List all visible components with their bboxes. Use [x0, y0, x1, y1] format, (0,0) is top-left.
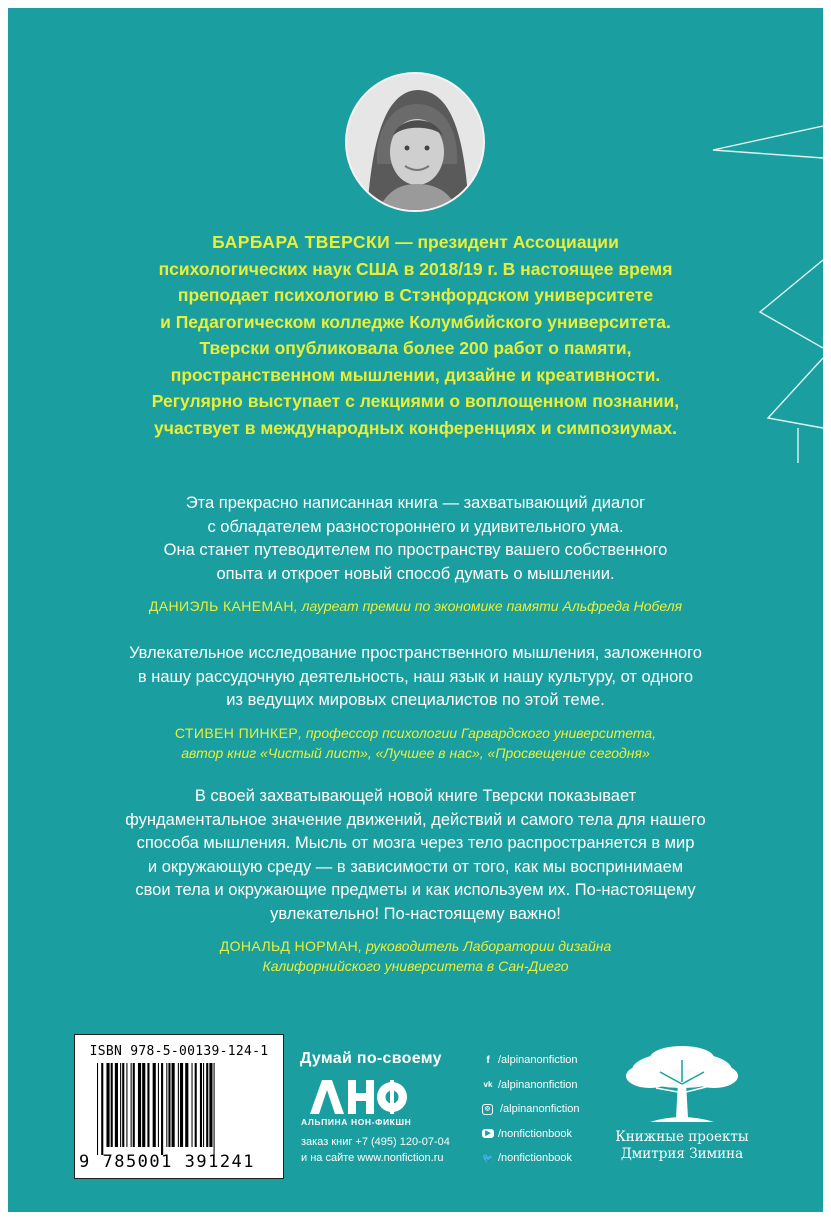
social-handle: /nonfictionbook	[498, 1152, 572, 1165]
social-handle: /alpinanonfiction	[500, 1103, 580, 1116]
anf-logo	[308, 1080, 408, 1114]
order-website: и на сайте www.nonfiction.ru	[301, 1152, 444, 1164]
quote-attribution	[48, 936, 783, 976]
bio-line: Тверски опубликовала более 200 работ о памяти,	[199, 338, 632, 358]
isbn-label: ISBN 978-5-00139-124-1	[89, 1044, 269, 1059]
barcode-bars	[97, 1063, 269, 1155]
twitter-icon: 🐦	[482, 1152, 494, 1163]
vk-icon: vk	[483, 1080, 493, 1090]
social-youtube[interactable]	[482, 1122, 612, 1147]
instagram-icon: ◎	[482, 1104, 493, 1115]
quote-author-role: , лауреат премии по экономике памяти Альфреда Нобеля	[293, 598, 683, 614]
facebook-icon: f	[486, 1054, 490, 1066]
youtube-icon: ▶	[482, 1129, 494, 1138]
zimin-projects-label	[594, 1129, 770, 1163]
social-handle: /alpinanonfiction	[498, 1054, 578, 1067]
author-bio	[68, 229, 763, 441]
book-back-cover	[8, 8, 823, 1212]
social-instagram[interactable]	[482, 1097, 612, 1122]
bio-line: Регулярно выступает с лекциями о воплощенном познании,	[151, 391, 680, 411]
social-handle: /nonfictionbook	[498, 1127, 572, 1140]
quote-text: Эта прекрасно написанная книга — захватывающий диалог с обладателем разностороннего и удивительного ума. Она станет путеводителем по пространству вашего собственного опыта и откроет новый способ думать о мышлении.	[163, 494, 668, 583]
quote-attribution	[48, 596, 783, 616]
quote-author: ДАНИЭЛЬ КАНЕМАН	[148, 598, 294, 614]
bio-line: — президент Ассоциации	[390, 232, 619, 252]
zimin-line: Книжные проекты	[615, 1129, 749, 1145]
quote-author-role: , руководитель Лаборатории дизайна	[358, 938, 612, 954]
bio-line: участвует в международных конференциях и симпозиумах.	[154, 417, 677, 438]
quote-attribution	[48, 723, 783, 763]
tree-icon	[620, 1042, 744, 1124]
isbn-barcode	[74, 1034, 284, 1179]
bio-line: пространственном мышлении, дизайне и креативности.	[170, 364, 661, 385]
review-quote-norman	[48, 785, 783, 976]
quote-author: СТИВЕН ПИНКЕР	[174, 724, 299, 741]
author-name: БАРБАРА ТВЕРСКИ	[212, 232, 391, 252]
publisher-name: АЛЬПИНА НОН-ФИКШН	[301, 1117, 412, 1127]
quote-author-role: автор книг «Чистый лист», «Лучшее в нас», «Просвещение сегодня»	[181, 744, 650, 761]
quote-author-role: , профессор психологии Гарвардского университета,	[298, 724, 657, 741]
bio-line: и Педагогическом колледже Колумбийского университета.	[160, 311, 671, 332]
social-vk[interactable]	[482, 1073, 612, 1098]
social-facebook[interactable]	[482, 1048, 612, 1073]
order-phone: заказ книг +7 (495) 120-07-04	[301, 1136, 450, 1148]
bio-line: психологических наук США в 2018/19 г. В настоящее время	[158, 258, 673, 279]
publisher-slogan: Думай по-своему	[300, 1050, 442, 1067]
quote-text: Увлекательное исследование пространственного мышления, заложенного в нашу рассудочную деятельность, наш язык и нашу культуру, от одного из ведущих мировых специалистов по этой теме.	[129, 644, 702, 709]
social-links	[482, 1048, 612, 1171]
quote-author: ДОНАЛЬД НОРМАН	[219, 938, 359, 954]
social-handle: /alpinanonfiction	[498, 1078, 578, 1091]
zimin-line: Дмитрия Зимина	[620, 1146, 744, 1162]
quote-author-role: Калифорнийского университета в Сан-Диего	[262, 958, 569, 974]
quote-text: В своей захватывающей новой книге Тверски показывает фундаментальное значение движений, действий и самого тела для нашего способа мышления. Мысль от мозга через тело распространяется в мир и окружающую среду — в зависимости от того, как мы воспринимаем свои тела и окружающие предметы и как используем их. По-настоящему увлекательно! По-настоящему важно!	[125, 787, 706, 923]
barcode-digits: 9 785001 391241	[79, 1152, 256, 1172]
review-quote-pinker	[48, 642, 783, 763]
author-portrait	[345, 72, 485, 212]
social-twitter[interactable]	[482, 1146, 612, 1171]
review-quote-kahneman	[48, 492, 783, 616]
bio-line: преподает психологию в Стэнфордском университете	[177, 285, 654, 305]
